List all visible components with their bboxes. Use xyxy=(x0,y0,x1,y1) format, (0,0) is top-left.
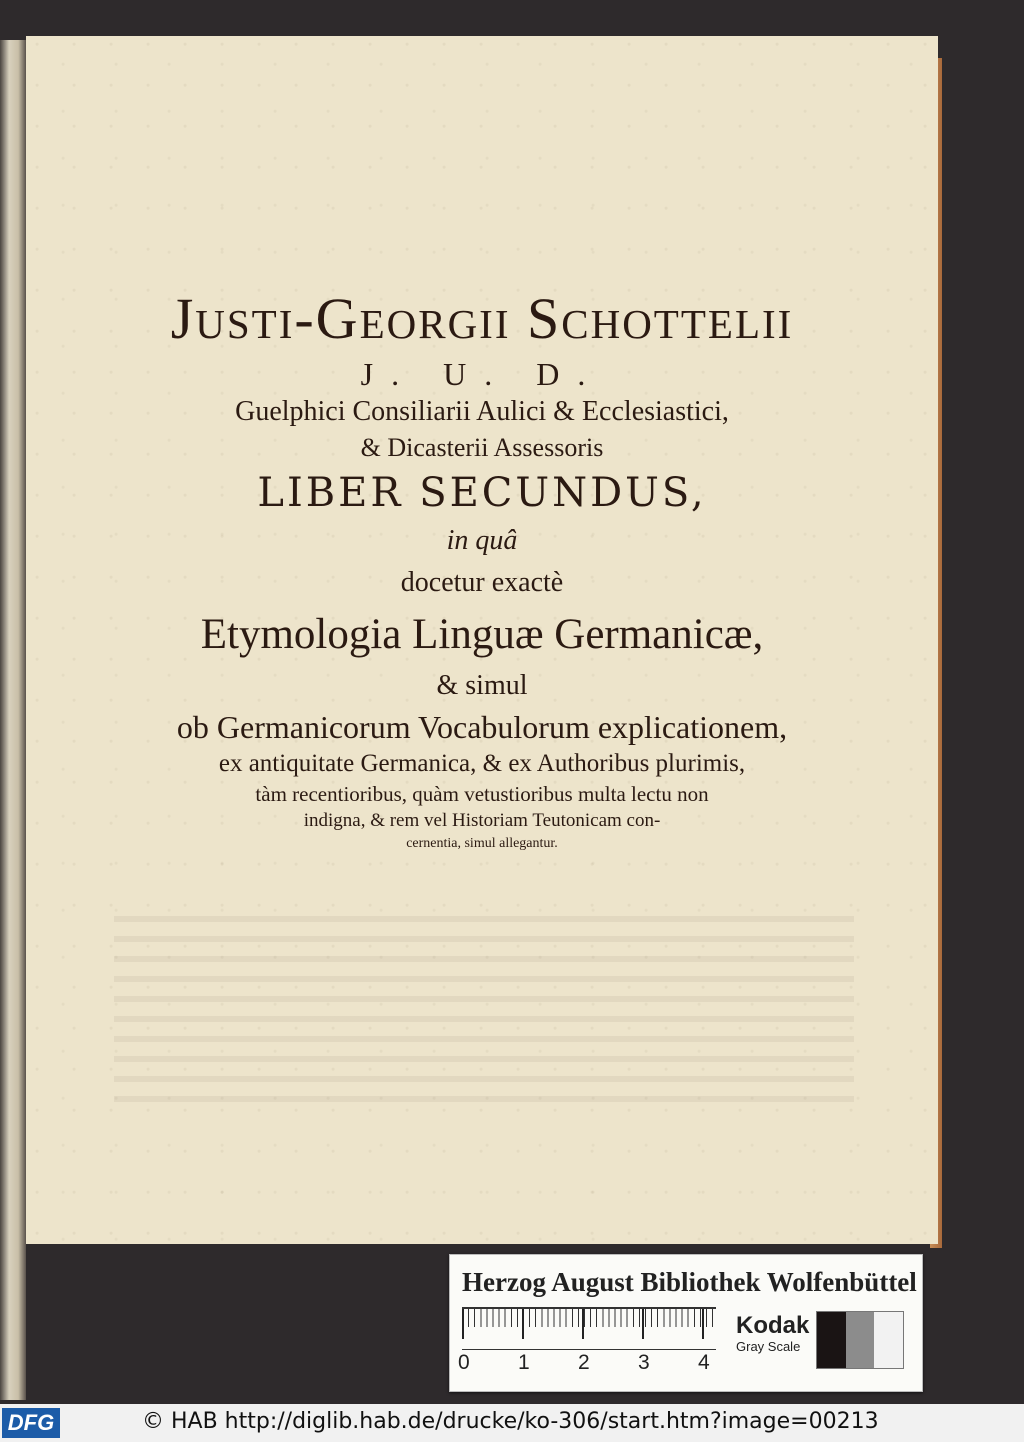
kodak-subtitle: Gray Scale xyxy=(736,1339,801,1354)
cernentia-line: cernentia, simul allegantur. xyxy=(406,836,558,851)
title-block xyxy=(26,266,938,854)
degree-line: J. U. D. xyxy=(360,356,604,392)
ruler-numbers xyxy=(458,1351,718,1381)
author-name: Justi-Georgii Schottelii xyxy=(170,286,794,351)
gray-patch-dark xyxy=(817,1312,846,1368)
ob-line: ob Germanicorum Vocabulorum explicationem, xyxy=(176,709,788,745)
indigna-line: indigna, & rem vel Historiam Teutonicam con- xyxy=(303,810,661,831)
ruler-tick xyxy=(522,1309,524,1339)
ruler-number: 2 xyxy=(578,1351,590,1374)
gray-patch-light xyxy=(874,1312,903,1368)
etymologia-line: Etymologia Linguæ Germanicæ, xyxy=(200,611,764,658)
library-label xyxy=(449,1254,923,1392)
tam-line: tàm recentioribus, quàm vetustioribus multa lectu non xyxy=(255,782,709,806)
book-spine-edge xyxy=(0,40,26,1400)
copyright-link[interactable]: © HAB http://diglib.hab.de/drucke/ko-306/start.htm?image=00213 xyxy=(142,1409,879,1434)
docetur-line: docetur exactè xyxy=(400,567,564,598)
ruler-number: 0 xyxy=(458,1351,470,1374)
ruler-number: 1 xyxy=(518,1351,530,1374)
show-through-lines xyxy=(114,916,854,1106)
dfg-logo: DFG xyxy=(2,1408,60,1438)
ruler-tick xyxy=(642,1309,644,1339)
ruler-tick xyxy=(702,1309,704,1339)
ex-line: ex antiquitate Germanica, & ex Authoribus plurimis, xyxy=(218,750,746,777)
ruler-tick xyxy=(462,1309,464,1339)
ruler-number: 4 xyxy=(698,1351,710,1374)
kodak-mark xyxy=(736,1313,809,1355)
footer-bar xyxy=(0,1404,1024,1442)
gray-patch-mid xyxy=(846,1312,875,1368)
gray-scale-patches xyxy=(816,1311,904,1369)
office-line-2: & Dicasterii Assessoris xyxy=(360,433,604,462)
kodak-name: Kodak xyxy=(736,1312,810,1339)
office-line-1: Guelphici Consiliarii Aulici & Ecclesiastici, xyxy=(235,396,729,427)
book-title: LIBER SECUNDUS, xyxy=(257,470,707,516)
in-qua-line: in quâ xyxy=(446,525,518,556)
measurement-ruler xyxy=(462,1307,716,1350)
institution-name: Herzog August Bibliothek Wolfenbüttel xyxy=(462,1267,917,1297)
ruler-number: 3 xyxy=(638,1351,650,1374)
ruler-tick xyxy=(582,1309,584,1339)
simul-line: & simul xyxy=(436,670,528,701)
scanned-page xyxy=(26,36,938,1244)
